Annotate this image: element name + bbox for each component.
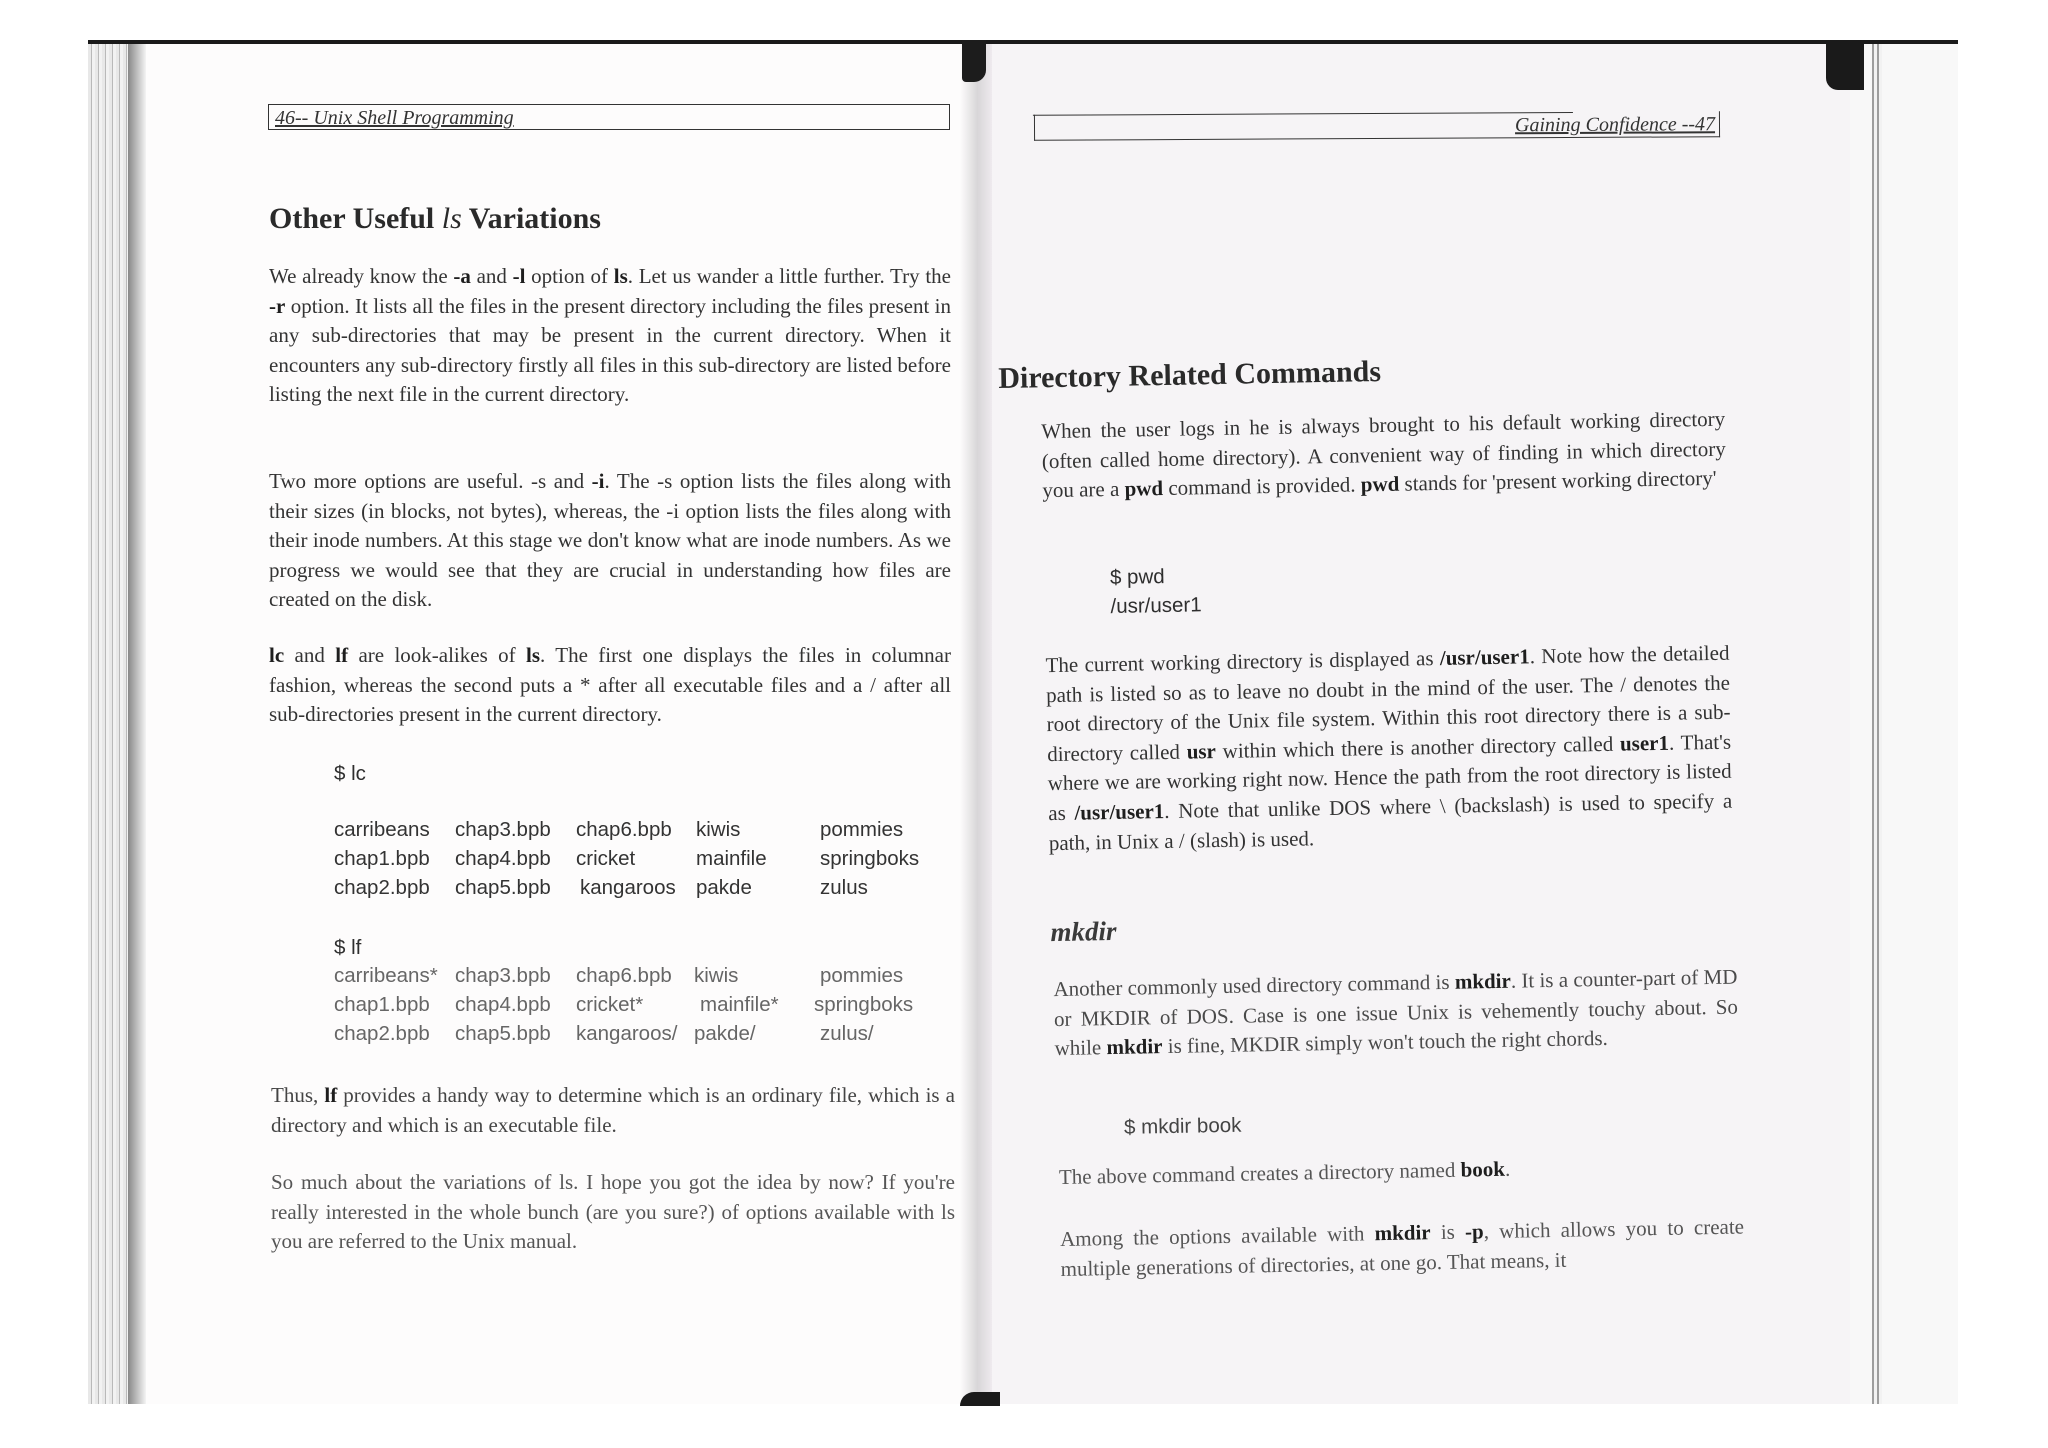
left-paragraph-5: So much about the variations of ls. I hope you got the idea by now? If you're really interested in the whole bunch (are you sure?) of options available with ls you are referred to the Unix manual. (271, 1170, 955, 1254)
lf-cell: pommies (820, 964, 904, 987)
lc-cell: chap5.bpb (455, 876, 551, 899)
lf-cell: chap5.bpb (455, 1022, 551, 1045)
right-paragraph-3: Another commonly used directory command is mkdir. It is a counter-part of MD or MKDIR of DOS. Case is one issue Unix is vehemently touchy about. So while mkdir is fine, MKDIR simply won't touch the right chords. (1053, 964, 1739, 1061)
left-edge-shadow (128, 44, 146, 1404)
heading-part-italic: ls (441, 202, 462, 235)
gutter-top-shadow (962, 40, 986, 82)
lc-cell: mainfile (696, 847, 767, 870)
right-paragraph-4: The above command creates a directory named book. (1058, 1156, 1511, 1190)
lc-command: $ lc (334, 762, 366, 785)
lf-cell: chap3.bpb (455, 964, 551, 987)
right-corner-shadow (1826, 40, 1864, 90)
pwd-output: /usr/user1 (1110, 593, 1202, 618)
heading-part: Variations (461, 202, 601, 235)
lc-cell: carribeans (334, 818, 430, 841)
right-paragraph-5: Among the options available with mkdir is -p, which allows you to create multiple generations of directories, at one go. That means, it (1059, 1214, 1745, 1281)
right-running-head (1034, 111, 1720, 141)
lc-cell: kangaroos (580, 876, 676, 899)
lc-cell: zulus (820, 876, 868, 899)
lc-cell: cricket (576, 847, 636, 870)
gutter-bottom-shadow (960, 1392, 1000, 1406)
lf-cell: springboks (814, 993, 914, 1016)
lc-cell: chap1.bpb (334, 847, 430, 870)
lf-cell: pakde/ (694, 1022, 756, 1045)
right-running-head-text: Gaining Confidence --47 (1514, 113, 1716, 137)
lf-cell: mainfile* (700, 993, 779, 1016)
left-running-head (268, 104, 950, 130)
mkdir-command: $ mkdir book (1123, 1113, 1242, 1139)
lf-cell: chap2.bpb (334, 1022, 430, 1045)
lc-cell: chap4.bpb (455, 847, 551, 870)
lf-cell: kiwis (694, 964, 739, 987)
right-paragraph-2: The current working directory is displayed as /usr/user1. Note how the detailed path is listed so as to leave no doubt in the mind of the user. The / denotes the root directory of the Unix file system. Within this root directory there is a sub-directory called usr within which there is another directory called user1. That's where we are working right now. Hence the path from the root directory is listed as /usr/user1. Note that unlike DOS where \ (backslash) is used to specify a path, in Unix a / (slash) is used. (1045, 640, 1733, 855)
left-paragraph-2: Two more options are useful. -s and -i. The -s option lists the files along with their sizes (in blocks, not bytes), whereas, the -i option lists the files along with their inode numbers. At this stage we don't know what are inode numbers. As we progress we would see that they are crucial in understanding how files are created on the disk. (269, 469, 951, 612)
lc-cell: pommies (820, 818, 904, 841)
right-margin (1850, 44, 1958, 1404)
left-paragraph-4: Thus, lf provides a handy way to determine which is an ordinary file, which is a directory and which is an executable file. (271, 1083, 956, 1137)
lf-cell: kangaroos/ (576, 1022, 678, 1045)
left-running-head-text: 46-- Unix Shell Programming (275, 107, 514, 129)
lf-cell: zulus/ (820, 1022, 874, 1045)
lf-cell: chap4.bpb (455, 993, 551, 1016)
right-text-column (998, 348, 1755, 1321)
lc-cell: springboks (820, 847, 920, 870)
lf-cell: cricket* (576, 993, 644, 1016)
right-page-edges (1872, 44, 1882, 1404)
lf-command: $ lf (334, 936, 362, 959)
lf-cell: carribeans* (334, 964, 438, 987)
left-paragraph-3: lc and lf are look-alikes of ls. The first one displays the files in columnar fashion, whereas the second puts a * after all executable files and a / after all sub-directories present in the current directory. (269, 643, 951, 727)
lf-cell: chap6.bpb (576, 964, 672, 987)
right-section-heading: Directory Related Commands (998, 354, 1382, 395)
pwd-command: $ pwd (1109, 564, 1165, 589)
book-gutter (960, 44, 992, 1404)
mkdir-subheading: mkdir (1050, 915, 1117, 948)
lf-cell: chap1.bpb (334, 993, 430, 1016)
lc-cell: kiwis (696, 818, 741, 841)
heading-part: Other Useful (269, 202, 442, 235)
left-section-heading (269, 202, 601, 236)
right-paragraph-1: When the user logs in he is always brought to his default working directory (often called home directory). A convenient way of finding in which directory you are a pwd command is provided. pwd stands for 'present working directory' (1041, 406, 1726, 503)
lc-cell: chap3.bpb (455, 818, 551, 841)
left-paragraph-1: We already know the -a and -l option of ls. Let us wander a little further. Try the -r option. It lists all the files in the present directory including the files present in any sub-directories that may be present in the current directory. When it encounters any sub-directory firstly all files in this sub-directory are listed before listing the next file in the current directory. (269, 264, 951, 407)
lc-cell: pakde (696, 876, 752, 899)
lc-cell: chap6.bpb (576, 818, 672, 841)
lc-cell: chap2.bpb (334, 876, 430, 899)
